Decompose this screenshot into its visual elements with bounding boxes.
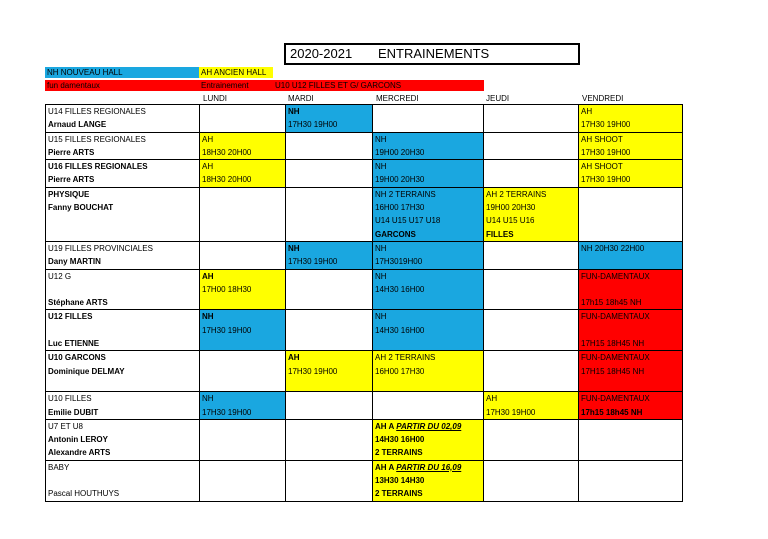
empty-cell: [286, 160, 373, 188]
session-cell: AH 18H30 20H00: [200, 132, 286, 160]
session-cell: AH 2 TERRAINS 19H00 20H30 U14 U15 U16 FILLES: [484, 187, 579, 241]
team-cell: U14 FILLES REGIONALES Arnaud LANGE: [46, 105, 200, 133]
table-row: [46, 105, 683, 133]
day-vendredi: VENDREDI: [582, 94, 624, 103]
session-cell: AH A PARTIR DU 16,09 13H30 14H30 2 TERRAINS: [373, 460, 484, 501]
session-cell: AH 17H00 18H30: [200, 269, 286, 310]
team-cell: U7 ET U8 Antonin LEROY Alexandre ARTS: [46, 419, 200, 460]
session-cell: NH 17H30 19H00: [286, 241, 373, 269]
session-cell: FUN-DAMENTAUX 17h15 18h45 NH: [579, 269, 683, 310]
table-row: [46, 419, 683, 460]
legend-fun: fun damentaux: [45, 80, 199, 91]
team-cell: PHYSIQUE Fanny BOUCHAT: [46, 187, 200, 241]
day-lundi: LUNDI: [203, 94, 228, 103]
session-cell: AH 17H30 19H00: [484, 392, 579, 420]
empty-cell: [484, 351, 579, 392]
table-row: [46, 460, 683, 501]
empty-cell: [484, 419, 579, 460]
table-row: [46, 392, 683, 420]
empty-cell: [484, 460, 579, 501]
session-cell: NH 17H3019H00: [373, 241, 484, 269]
legend-u10: U10 U12 FILLES ET G/ GARCONS: [273, 80, 484, 91]
empty-cell: [579, 419, 683, 460]
empty-cell: [286, 419, 373, 460]
empty-cell: [484, 269, 579, 310]
empty-cell: [200, 187, 286, 241]
empty-cell: [200, 460, 286, 501]
empty-cell: [373, 105, 484, 133]
session-cell: NH 20H30 22H00: [579, 241, 683, 269]
empty-cell: [286, 187, 373, 241]
empty-cell: [286, 310, 373, 351]
session-cell: AH 18H30 20H00: [200, 160, 286, 188]
empty-cell: [373, 392, 484, 420]
session-cell: AH 2 TERRAINS 16H00 17H30: [373, 351, 484, 392]
session-cell: NH 17H30 19H00: [286, 105, 373, 133]
table-row: [46, 132, 683, 160]
session-cell: AH SHOOT 17H30 19H00: [579, 160, 683, 188]
empty-cell: [286, 460, 373, 501]
title-label: ENTRAINEMENTS: [378, 46, 490, 61]
team-cell: BABY Pascal HOUTHUYS: [46, 460, 200, 501]
table-row: [46, 241, 683, 269]
legend-nh: NH NOUVEAU HALL: [45, 67, 199, 78]
team-cell: U12 G Stéphane ARTS: [46, 269, 200, 310]
table-row: [46, 351, 683, 392]
empty-cell: [200, 419, 286, 460]
team-cell: U15 FILLES REGIONALES Pierre ARTS: [46, 132, 200, 160]
session-cell: NH 17H30 19H00: [200, 392, 286, 420]
session-cell: FUN-DAMENTAUX 17H15 18H45 NH: [579, 310, 683, 351]
empty-cell: [484, 241, 579, 269]
session-cell: NH 19H00 20H30: [373, 160, 484, 188]
page-title: [284, 43, 580, 65]
table-row: [46, 187, 683, 241]
empty-cell: [484, 105, 579, 133]
session-cell: NH 14H30 16H00: [373, 269, 484, 310]
empty-cell: [579, 460, 683, 501]
day-mercredi: MERCREDI: [376, 94, 419, 103]
empty-cell: [484, 310, 579, 351]
legend-ah: AH ANCIEN HALL: [199, 67, 273, 78]
session-cell: NH 2 TERRAINS 16H00 17H30 U14 U15 U17 U18 GARCONS: [373, 187, 484, 241]
empty-cell: [286, 132, 373, 160]
session-cell: AH 17H30 19H00: [286, 351, 373, 392]
table-row: [46, 160, 683, 188]
day-jeudi: JEUDI: [486, 94, 510, 103]
table-row: [46, 269, 683, 310]
season-year: 2020-2021: [290, 46, 353, 61]
session-cell: AH SHOOT 17H30 19H00: [579, 132, 683, 160]
session-cell: NH 19H00 20H30: [373, 132, 484, 160]
day-mardi: MARDI: [288, 94, 314, 103]
team-cell: U16 FILLES REGIONALES Pierre ARTS: [46, 160, 200, 188]
empty-cell: [286, 392, 373, 420]
session-cell: NH 17H30 19H00: [200, 310, 286, 351]
session-cell: NH 14H30 16H00: [373, 310, 484, 351]
schedule-table: [45, 104, 683, 502]
empty-cell: [200, 241, 286, 269]
team-cell: U10 FILLES Emilie DUBIT: [46, 392, 200, 420]
session-cell: FUN-DAMENTAUX 17h15 18h45 NH: [579, 392, 683, 420]
empty-cell: [579, 187, 683, 241]
legend-entrainement: Entrainement: [199, 80, 273, 91]
session-cell: FUN-DAMENTAUX 17H15 18H45 NH: [579, 351, 683, 392]
empty-cell: [484, 160, 579, 188]
team-cell: U19 FILLES PROVINCIALES Dany MARTIN: [46, 241, 200, 269]
empty-cell: [200, 351, 286, 392]
empty-cell: [484, 132, 579, 160]
session-cell: AH 17H30 19H00: [579, 105, 683, 133]
empty-cell: [286, 269, 373, 310]
session-cell: AH A PARTIR DU 02,09 14H30 16H00 2 TERRAINS: [373, 419, 484, 460]
team-cell: U10 GARCONS Dominique DELMAY: [46, 351, 200, 392]
empty-cell: [200, 105, 286, 133]
table-row: [46, 310, 683, 351]
team-cell: U12 FILLES Luc ETIENNE: [46, 310, 200, 351]
